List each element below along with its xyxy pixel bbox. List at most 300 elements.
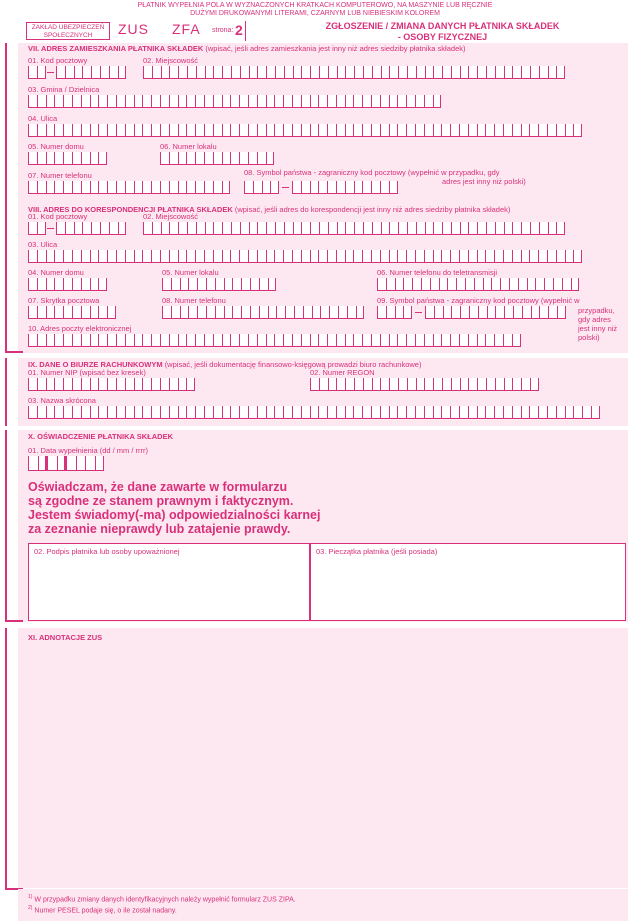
character-cell[interactable] — [56, 66, 65, 79]
character-cell[interactable] — [509, 278, 518, 291]
character-cell[interactable] — [573, 406, 582, 419]
character-cell[interactable] — [397, 334, 406, 347]
character-cell[interactable] — [283, 95, 292, 108]
character-cell[interactable] — [403, 278, 412, 291]
character-cell[interactable] — [310, 222, 319, 235]
character-cell[interactable] — [90, 306, 99, 319]
character-cell[interactable] — [161, 66, 170, 79]
character-cell[interactable] — [380, 334, 389, 347]
character-cell[interactable] — [98, 406, 107, 419]
character-cell[interactable] — [433, 66, 442, 79]
character-cell[interactable] — [503, 406, 512, 419]
character-cell[interactable] — [415, 406, 424, 419]
character-cell[interactable] — [398, 222, 407, 235]
character-cell[interactable] — [65, 66, 74, 79]
character-cell[interactable] — [301, 222, 310, 235]
character-cell[interactable] — [46, 378, 55, 391]
character-cell[interactable] — [90, 152, 99, 165]
character-cell[interactable] — [186, 406, 195, 419]
character-cell[interactable] — [274, 124, 283, 137]
character-cell[interactable] — [310, 124, 319, 137]
character-cell[interactable] — [354, 66, 363, 79]
character-cell[interactable] — [495, 306, 504, 319]
character-cell[interactable] — [556, 222, 565, 235]
character-cell[interactable] — [230, 334, 239, 347]
input-s8-street[interactable] — [28, 250, 582, 263]
character-cell[interactable] — [142, 95, 151, 108]
character-cell[interactable] — [250, 278, 259, 291]
character-cell[interactable] — [424, 95, 433, 108]
character-cell[interactable] — [46, 95, 55, 108]
character-cell[interactable] — [180, 278, 189, 291]
character-cell[interactable] — [389, 95, 398, 108]
character-cell[interactable] — [468, 250, 477, 263]
character-cell[interactable] — [433, 378, 442, 391]
character-cell[interactable] — [389, 334, 398, 347]
character-cell[interactable] — [270, 181, 279, 194]
character-cell[interactable] — [239, 124, 248, 137]
character-cell[interactable] — [72, 278, 81, 291]
character-cell[interactable] — [98, 378, 107, 391]
character-cell[interactable] — [248, 334, 257, 347]
character-cell[interactable] — [266, 334, 275, 347]
character-cell[interactable] — [257, 250, 266, 263]
character-cell[interactable] — [178, 222, 187, 235]
character-cell[interactable] — [535, 278, 544, 291]
character-cell[interactable] — [195, 250, 204, 263]
character-cell[interactable] — [224, 306, 233, 319]
character-cell[interactable] — [152, 222, 161, 235]
character-cell[interactable] — [573, 124, 582, 137]
character-cell[interactable] — [206, 306, 215, 319]
character-cell[interactable] — [459, 334, 468, 347]
character-cell[interactable] — [565, 124, 574, 137]
character-cell[interactable] — [197, 306, 206, 319]
character-cell[interactable] — [213, 181, 222, 194]
character-cell[interactable] — [512, 378, 521, 391]
character-cell[interactable] — [249, 66, 258, 79]
character-cell[interactable] — [46, 152, 55, 165]
character-cell[interactable] — [548, 306, 557, 319]
character-cell[interactable] — [222, 66, 231, 79]
character-cell[interactable] — [529, 124, 538, 137]
character-cell[interactable] — [160, 95, 169, 108]
character-cell[interactable] — [195, 406, 204, 419]
character-cell[interactable] — [336, 181, 345, 194]
character-cell[interactable] — [28, 456, 38, 471]
character-cell[interactable] — [107, 378, 116, 391]
character-cell[interactable] — [451, 66, 460, 79]
character-cell[interactable] — [353, 95, 362, 108]
character-cell[interactable] — [259, 278, 268, 291]
character-cell[interactable] — [521, 66, 530, 79]
input-s7-phone[interactable] — [28, 181, 230, 194]
character-cell[interactable] — [186, 334, 195, 347]
character-cell[interactable] — [301, 181, 310, 194]
character-cell[interactable] — [389, 124, 398, 137]
character-cell[interactable] — [556, 66, 565, 79]
character-cell[interactable] — [412, 278, 421, 291]
character-cell[interactable] — [531, 306, 540, 319]
character-cell[interactable] — [81, 406, 90, 419]
character-cell[interactable] — [292, 334, 301, 347]
character-cell[interactable] — [547, 406, 556, 419]
input-s9-nip[interactable] — [28, 378, 195, 391]
character-cell[interactable] — [37, 124, 46, 137]
character-cell[interactable] — [416, 378, 425, 391]
character-cell[interactable] — [527, 278, 536, 291]
character-cell[interactable] — [468, 334, 477, 347]
input-s8-email[interactable] — [28, 334, 521, 347]
character-cell[interactable] — [116, 124, 125, 137]
character-cell[interactable] — [345, 181, 354, 194]
character-cell[interactable] — [249, 222, 258, 235]
character-cell[interactable] — [415, 124, 424, 137]
character-cell[interactable] — [442, 378, 451, 391]
character-cell[interactable] — [494, 250, 503, 263]
input-s8-city[interactable] — [143, 222, 565, 235]
character-cell[interactable] — [319, 66, 328, 79]
character-cell[interactable] — [395, 306, 404, 319]
character-cell[interactable] — [397, 124, 406, 137]
character-cell[interactable] — [398, 378, 407, 391]
character-cell[interactable] — [186, 250, 195, 263]
character-cell[interactable] — [231, 222, 240, 235]
character-cell[interactable] — [142, 334, 151, 347]
character-cell[interactable] — [240, 222, 249, 235]
character-cell[interactable] — [389, 66, 398, 79]
character-cell[interactable] — [109, 222, 118, 235]
character-cell[interactable] — [222, 124, 231, 137]
character-cell[interactable] — [204, 406, 213, 419]
character-cell[interactable] — [54, 306, 63, 319]
character-cell[interactable] — [530, 222, 539, 235]
character-cell[interactable] — [415, 95, 424, 108]
character-cell[interactable] — [336, 334, 345, 347]
character-cell[interactable] — [371, 95, 380, 108]
character-cell[interactable] — [328, 66, 337, 79]
character-cell[interactable] — [195, 124, 204, 137]
character-cell[interactable] — [28, 278, 37, 291]
character-cell[interactable] — [433, 124, 442, 137]
character-cell[interactable] — [468, 124, 477, 137]
character-cell[interactable] — [171, 278, 180, 291]
character-cell[interactable] — [301, 334, 310, 347]
character-cell[interactable] — [327, 250, 336, 263]
character-cell[interactable] — [283, 250, 292, 263]
character-cell[interactable] — [320, 306, 329, 319]
signature-field[interactable] — [28, 543, 310, 621]
character-cell[interactable] — [345, 406, 354, 419]
character-cell[interactable] — [377, 306, 386, 319]
character-cell[interactable] — [486, 66, 495, 79]
character-cell[interactable] — [65, 222, 74, 235]
character-cell[interactable] — [292, 95, 301, 108]
character-cell[interactable] — [474, 278, 483, 291]
character-cell[interactable] — [336, 250, 345, 263]
character-cell[interactable] — [239, 334, 248, 347]
character-cell[interactable] — [491, 278, 500, 291]
character-cell[interactable] — [389, 378, 398, 391]
character-cell[interactable] — [500, 278, 509, 291]
character-cell[interactable] — [248, 250, 257, 263]
character-cell[interactable] — [439, 278, 448, 291]
character-cell[interactable] — [215, 306, 224, 319]
character-cell[interactable] — [205, 66, 214, 79]
character-cell[interactable] — [160, 124, 169, 137]
character-cell[interactable] — [504, 66, 513, 79]
character-cell[interactable] — [186, 152, 195, 165]
character-cell[interactable] — [204, 250, 213, 263]
character-cell[interactable] — [230, 124, 239, 137]
character-cell[interactable] — [151, 378, 160, 391]
character-cell[interactable] — [206, 278, 215, 291]
character-cell[interactable] — [222, 406, 231, 419]
character-cell[interactable] — [239, 406, 248, 419]
character-cell[interactable] — [459, 124, 468, 137]
character-cell[interactable] — [345, 124, 354, 137]
character-cell[interactable] — [283, 334, 292, 347]
character-cell[interactable] — [134, 334, 143, 347]
character-cell[interactable] — [345, 95, 354, 108]
character-cell[interactable] — [28, 152, 37, 165]
character-cell[interactable] — [425, 306, 434, 319]
character-cell[interactable] — [142, 124, 151, 137]
character-cell[interactable] — [327, 95, 336, 108]
character-cell[interactable] — [465, 278, 474, 291]
input-s7-house-no[interactable] — [28, 152, 107, 165]
character-cell[interactable] — [90, 378, 99, 391]
character-cell[interactable] — [381, 66, 390, 79]
character-cell[interactable] — [107, 95, 116, 108]
character-cell[interactable] — [134, 95, 143, 108]
character-cell[interactable] — [134, 124, 143, 137]
character-cell[interactable] — [46, 278, 55, 291]
character-cell[interactable] — [81, 378, 90, 391]
character-cell[interactable] — [98, 250, 107, 263]
character-cell[interactable] — [72, 306, 81, 319]
character-cell[interactable] — [91, 222, 100, 235]
character-cell[interactable] — [169, 152, 178, 165]
character-cell[interactable] — [268, 306, 277, 319]
input-s9-short-name[interactable] — [28, 406, 600, 419]
character-cell[interactable] — [205, 222, 214, 235]
character-cell[interactable] — [107, 406, 116, 419]
character-cell[interactable] — [389, 250, 398, 263]
character-cell[interactable] — [134, 378, 143, 391]
character-cell[interactable] — [151, 250, 160, 263]
character-cell[interactable] — [425, 222, 434, 235]
character-cell[interactable] — [403, 306, 412, 319]
character-cell[interactable] — [433, 334, 442, 347]
character-cell[interactable] — [125, 124, 134, 137]
character-cell[interactable] — [504, 378, 513, 391]
character-cell[interactable] — [328, 222, 337, 235]
character-cell[interactable] — [468, 378, 477, 391]
character-cell[interactable] — [301, 406, 310, 419]
character-cell[interactable] — [134, 406, 143, 419]
character-cell[interactable] — [318, 95, 327, 108]
character-cell[interactable] — [495, 66, 504, 79]
character-cell[interactable] — [178, 181, 187, 194]
character-cell[interactable] — [241, 278, 250, 291]
character-cell[interactable] — [46, 124, 55, 137]
character-cell[interactable] — [257, 222, 266, 235]
character-cell[interactable] — [353, 334, 362, 347]
character-cell[interactable] — [100, 222, 109, 235]
character-cell[interactable] — [230, 95, 239, 108]
character-cell[interactable] — [380, 124, 389, 137]
character-cell[interactable] — [239, 250, 248, 263]
character-cell[interactable] — [213, 222, 222, 235]
character-cell[interactable] — [81, 181, 90, 194]
character-cell[interactable] — [283, 124, 292, 137]
character-cell[interactable] — [372, 222, 381, 235]
character-cell[interactable] — [178, 95, 187, 108]
character-cell[interactable] — [204, 95, 213, 108]
character-cell[interactable] — [363, 222, 372, 235]
character-cell[interactable] — [318, 250, 327, 263]
character-cell[interactable] — [503, 124, 512, 137]
character-cell[interactable] — [529, 250, 538, 263]
character-cell[interactable] — [72, 250, 81, 263]
character-cell[interactable] — [518, 278, 527, 291]
character-cell[interactable] — [398, 66, 407, 79]
character-cell[interactable] — [74, 222, 83, 235]
character-cell[interactable] — [301, 124, 310, 137]
character-cell[interactable] — [116, 334, 125, 347]
character-cell[interactable] — [37, 278, 46, 291]
character-cell[interactable] — [293, 222, 302, 235]
character-cell[interactable] — [169, 95, 178, 108]
character-cell[interactable] — [362, 250, 371, 263]
character-cell[interactable] — [395, 278, 404, 291]
character-cell[interactable] — [336, 406, 345, 419]
character-cell[interactable] — [485, 406, 494, 419]
character-cell[interactable] — [303, 306, 312, 319]
character-cell[interactable] — [459, 406, 468, 419]
character-cell[interactable] — [56, 222, 65, 235]
input-s7-country-symbol[interactable] — [244, 181, 279, 194]
character-cell[interactable] — [442, 66, 451, 79]
character-cell[interactable] — [571, 278, 580, 291]
character-cell[interactable] — [591, 406, 600, 419]
character-cell[interactable] — [82, 66, 91, 79]
character-cell[interactable] — [222, 334, 231, 347]
character-cell[interactable] — [406, 95, 415, 108]
character-cell[interactable] — [539, 222, 548, 235]
character-cell[interactable] — [447, 278, 456, 291]
character-cell[interactable] — [274, 406, 283, 419]
character-cell[interactable] — [521, 124, 530, 137]
character-cell[interactable] — [407, 378, 416, 391]
character-cell[interactable] — [381, 222, 390, 235]
character-cell[interactable] — [28, 181, 37, 194]
character-cell[interactable] — [284, 222, 293, 235]
character-cell[interactable] — [95, 456, 105, 471]
character-cell[interactable] — [456, 278, 465, 291]
character-cell[interactable] — [433, 95, 442, 108]
character-cell[interactable] — [107, 334, 116, 347]
character-cell[interactable] — [327, 124, 336, 137]
character-cell[interactable] — [363, 66, 372, 79]
character-cell[interactable] — [477, 66, 486, 79]
character-cell[interactable] — [118, 66, 127, 79]
character-cell[interactable] — [169, 334, 178, 347]
character-cell[interactable] — [468, 222, 477, 235]
character-cell[interactable] — [328, 378, 337, 391]
character-cell[interactable] — [178, 66, 187, 79]
character-cell[interactable] — [82, 222, 91, 235]
character-cell[interactable] — [415, 334, 424, 347]
character-cell[interactable] — [151, 181, 160, 194]
character-cell[interactable] — [222, 222, 231, 235]
character-cell[interactable] — [98, 124, 107, 137]
character-cell[interactable] — [116, 181, 125, 194]
character-cell[interactable] — [81, 124, 90, 137]
character-cell[interactable] — [504, 222, 513, 235]
character-cell[interactable] — [253, 181, 262, 194]
character-cell[interactable] — [345, 222, 354, 235]
character-cell[interactable] — [450, 124, 459, 137]
character-cell[interactable] — [512, 250, 521, 263]
character-cell[interactable] — [160, 152, 169, 165]
character-cell[interactable] — [213, 406, 222, 419]
character-cell[interactable] — [386, 306, 395, 319]
character-cell[interactable] — [72, 152, 81, 165]
character-cell[interactable] — [196, 222, 205, 235]
character-cell[interactable] — [329, 306, 338, 319]
character-cell[interactable] — [213, 334, 222, 347]
character-cell[interactable] — [362, 181, 371, 194]
character-cell[interactable] — [415, 250, 424, 263]
character-cell[interactable] — [250, 306, 259, 319]
character-cell[interactable] — [90, 278, 99, 291]
character-cell[interactable] — [125, 181, 134, 194]
input-s7-postal-b[interactable] — [56, 66, 126, 79]
character-cell[interactable] — [98, 306, 107, 319]
character-cell[interactable] — [195, 181, 204, 194]
character-cell[interactable] — [222, 95, 231, 108]
character-cell[interactable] — [28, 406, 37, 419]
character-cell[interactable] — [116, 378, 125, 391]
character-cell[interactable] — [424, 406, 433, 419]
character-cell[interactable] — [151, 406, 160, 419]
character-cell[interactable] — [186, 181, 195, 194]
character-cell[interactable] — [239, 95, 248, 108]
character-cell[interactable] — [169, 222, 178, 235]
character-cell[interactable] — [171, 306, 180, 319]
character-cell[interactable] — [46, 181, 55, 194]
input-s8-phone[interactable] — [162, 306, 364, 319]
character-cell[interactable] — [37, 334, 46, 347]
character-cell[interactable] — [169, 181, 178, 194]
character-cell[interactable] — [538, 250, 547, 263]
character-cell[interactable] — [187, 66, 196, 79]
character-cell[interactable] — [262, 181, 271, 194]
character-cell[interactable] — [222, 181, 231, 194]
character-cell[interactable] — [424, 124, 433, 137]
character-cell[interactable] — [37, 406, 46, 419]
character-cell[interactable] — [266, 124, 275, 137]
character-cell[interactable] — [90, 124, 99, 137]
character-cell[interactable] — [72, 124, 81, 137]
character-cell[interactable] — [186, 378, 195, 391]
character-cell[interactable] — [310, 181, 319, 194]
character-cell[interactable] — [494, 406, 503, 419]
character-cell[interactable] — [477, 124, 486, 137]
character-cell[interactable] — [372, 378, 381, 391]
